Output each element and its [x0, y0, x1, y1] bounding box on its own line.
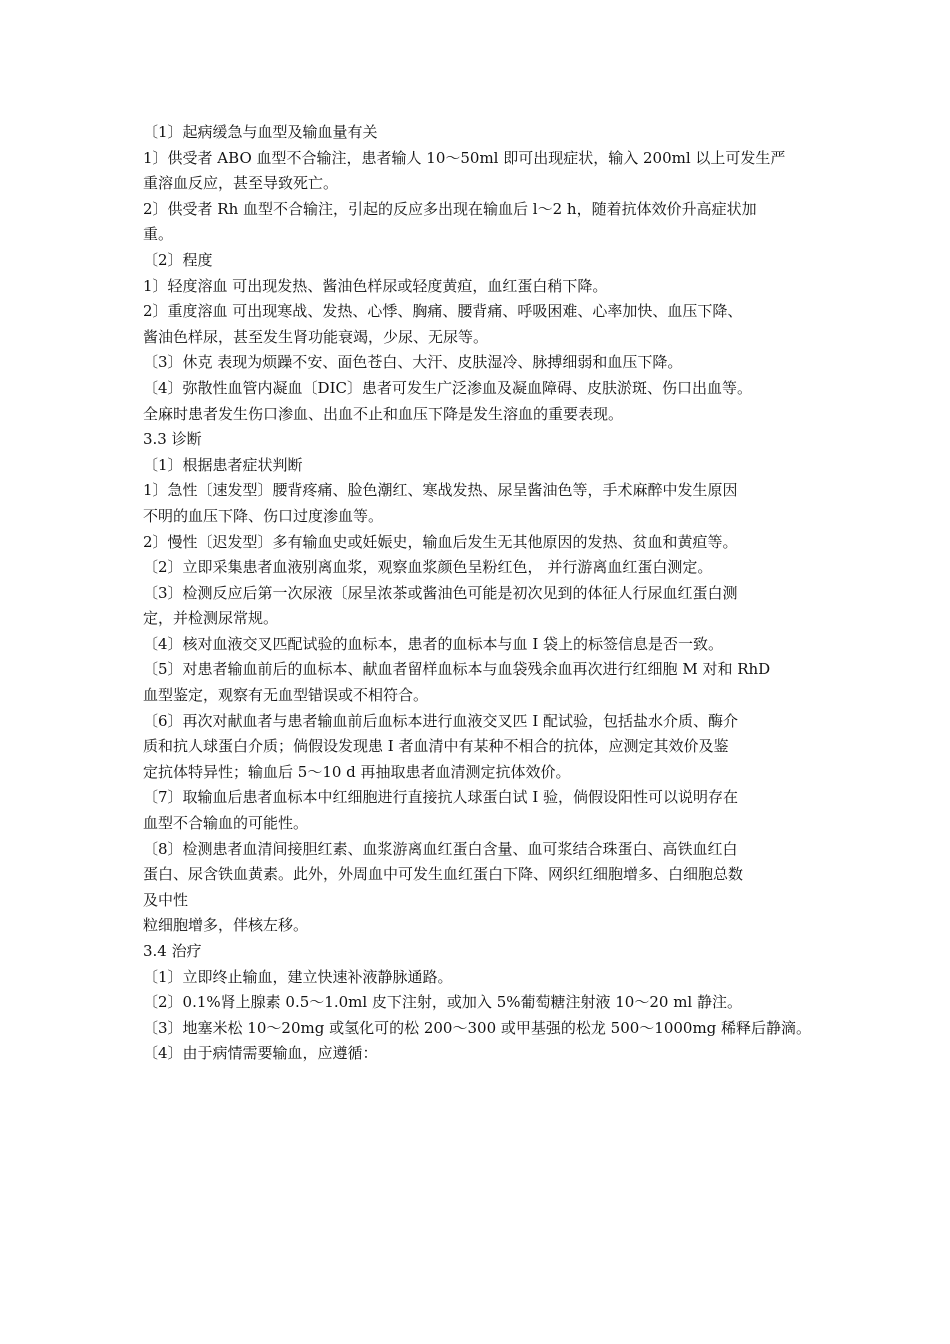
text-line: 〔2〕程度 — [143, 250, 213, 269]
text-line: 蛋白、尿含铁血黄素。此外，外周血中可发生血红蛋白下降、网织红细胞增多、白细胞总数 — [143, 865, 744, 884]
text-line: 2〕慢性〔迟发型〕多有输血史或妊娠史，输血后发生无其他原因的发热、贫血和黄疸等。 — [143, 532, 738, 551]
text-line: 〔7〕取输血后患者血标本中红细胞进行直接抗人球蛋白试 I 验，倘假设阳性可以说明存在 — [143, 788, 739, 807]
text-line: 及中性 — [143, 890, 189, 909]
text-line: 〔4〕弥散性血管内凝血〔DIC〕患者可发生广泛渗血及凝血障碍、皮肤淤斑、伤口出血等。 — [143, 378, 752, 397]
text-line: 重。 — [143, 225, 174, 244]
text-line: 1〕轻度溶血 可出现发热、酱油色样尿或轻度黄疸，血红蛋白稍下降。 — [143, 276, 608, 295]
text-line: 〔2〕立即采集患者血液别离血浆，观察血浆颜色呈粉红色， 并行游离血红蛋白测定。 — [143, 558, 713, 577]
section-heading-treatment: 3.4 治疗 — [143, 942, 202, 960]
text-line: 不明的血压下降、伤口过度渗血等。 — [143, 506, 384, 525]
text-line: 〔4〕核对血液交叉匹配试验的血标本，患者的血标本与血 I 袋上的标签信息是否一致。 — [143, 634, 724, 653]
text-line: 2〕重度溶血 可出现寒战、发热、心悸、胸痛、腰背痛、呼吸困难、心率加快、血压下降、 — [143, 302, 743, 321]
text-line: 血型不合输血的可能性。 — [143, 814, 309, 833]
text-line: 〔3〕地塞米松 10～20mg 或氢化可的松 200～300 或甲基强的松龙 500～1000mg 稀释后静滴。 — [143, 1018, 812, 1037]
text-line: 〔3〕休克 表现为烦躁不安、面色苍白、大汗、皮肤湿冷、脉搏细弱和血压下降。 — [143, 353, 683, 372]
section-heading-diagnosis: 3.3 诊断 — [143, 430, 202, 449]
text-line: 〔2〕0.1%肾上腺素 0.5～1.0ml 皮下注射，或加入 5%葡萄糖注射液 10～20 ml 静注。 — [143, 993, 742, 1012]
document-body — [143, 120, 811, 1067]
text-line: 1〕供受者 ABO 血型不合输注，患者输人 10～50ml 即可出现症状，输入 200ml 以上可发生严 — [143, 148, 786, 167]
text-line: 〔1〕立即终止输血，建立快速补液静脉通路。 — [143, 967, 453, 986]
text-line: 2〕供受者 Rh 血型不合输注，引起的反应多出现在输血后 l～2 h，随着抗体效价升高症状加 — [143, 199, 757, 218]
text-line: 酱油色样尿，甚至发生肾功能衰竭，少尿、无尿等。 — [143, 327, 489, 346]
text-line: 定抗体特异性；输血后 5～10 d 再抽取患者血清测定抗体效价。 — [143, 762, 571, 781]
text-line: 〔6〕再次对献血者与患者输血前后血标本进行血液交叉匹 I 配试验，包括盐水介质、酶介 — [143, 711, 739, 730]
text-line: 〔1〕根据患者症状判断 — [143, 455, 303, 474]
text-line: 〔3〕检测反应后第一次尿液〔尿呈浓茶或酱油色可能是初次见到的体征人行尿血红蛋白测 — [143, 583, 738, 602]
text-line: 定，并检测尿常规。 — [143, 609, 279, 628]
text-line: 1〕急性〔速发型〕腰背疼痛、脸色潮红、寒战发热、尿呈酱油色等，手术麻醉中发生原因 — [143, 481, 738, 500]
text-line: 血型鉴定，观察有无血型错误或不相符合。 — [143, 686, 429, 705]
text-line: 〔1〕起病缓急与血型及输血量有关 — [143, 123, 378, 141]
text-line: 〔4〕由于病情需要输血，应遵循： — [143, 1044, 378, 1063]
text-line: 全麻时患者发生伤口渗血、出血不止和血压下降是发生溶血的重要表现。 — [143, 404, 624, 423]
text-line: 质和抗人球蛋白介质；倘假设发现患 I 者血清中有某种不相合的抗体，应测定其效价及鉴 — [143, 737, 729, 756]
text-line: 〔8〕检测患者血清间接胆红素、血浆游离血红蛋白含量、血可浆结合珠蛋白、高铁血红白 — [143, 839, 738, 858]
text-line: 粒细胞增多，伴核左移。 — [143, 916, 309, 935]
text-line: 〔5〕对患者输血前后的血标本、献血者留样血标本与血袋残余血再次进行红细胞 M 对和 RhD — [143, 660, 771, 679]
text-line: 重溶血反应，甚至导致死亡。 — [143, 174, 339, 193]
